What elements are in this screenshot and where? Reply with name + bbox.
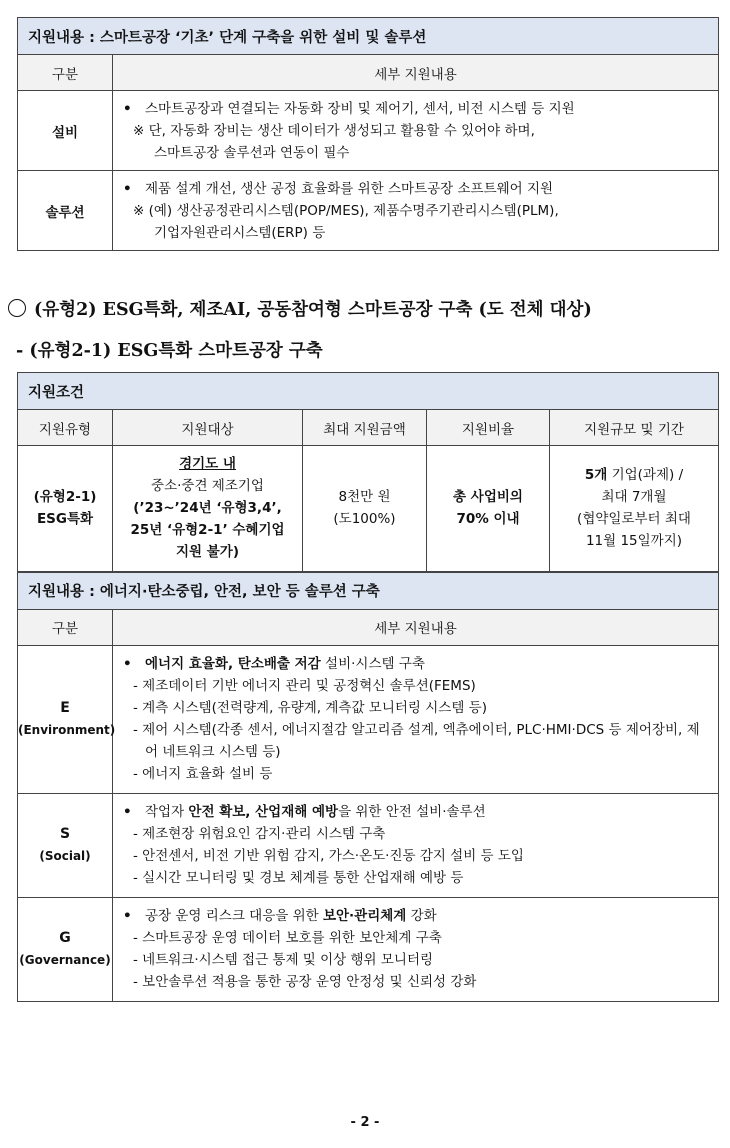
list-item: - 제조현장 위험요인 감지·관리 시스템 구축 — [133, 826, 386, 842]
note-text: ※ (예) 생산공정관리시스템(POP/MES), 제품수명주기관리시스템(PLM), — [133, 202, 559, 219]
bullet-icon: • — [123, 804, 132, 820]
header-scale: 지원규모 및 기간 — [550, 410, 719, 446]
content-col-detail: 세부 지원내용 — [113, 609, 719, 645]
list-item: - 네트워크·시스템 접근 통제 및 이상 행위 모니터링 — [133, 952, 434, 968]
page-number: - 2 - — [350, 1115, 380, 1130]
header-amount: 최대 지원금액 — [303, 410, 427, 446]
label-social: S (Social) — [18, 793, 113, 897]
list-item: - 스마트공장 운영 데이터 보호를 위한 보안체계 구축 — [133, 930, 442, 946]
bullet-icon: • — [123, 656, 132, 672]
header-type: 지원유형 — [18, 410, 113, 446]
table1-col-detail: 세부 지원내용 — [113, 55, 719, 91]
list-item: - 계측 시스템(전력량계, 유량계, 계측값 모니터링 시스템 등) — [133, 700, 487, 716]
bullet-icon: • — [123, 908, 132, 924]
list-item: - 제어 시스템(각종 센서, 에너지절감 알고리즘 설계, 엑츄에이터, PLC·HMI·DCS 등 제어장비, 제어 네트워크 시스템 등) — [133, 722, 700, 760]
note-text: ※ 단, 자동화 장비는 생산 데이터가 생성되고 활용할 수 있어야 하며, — [133, 122, 535, 139]
row-detail-equipment: • 스마트공장과 연결되는 자동화 장비 및 제어기, 센서, 비전 시스템 등 지원 ※ 단, 자동화 장비는 생산 데이터가 생성되고 활용할 수 있어야 하며, 스마트공장 솔루션과 연동이 필수 — [113, 91, 719, 171]
content-title: 지원내용 : 에너지·탄소중립, 안전, 보안 등 솔루션 구축 — [18, 572, 719, 610]
note-continuation: 스마트공장 솔루션과 연동이 필수 — [154, 144, 350, 161]
content-col-category: 구분 — [18, 609, 113, 645]
support-target: 경기도 내 중소·중견 제조기업 (’23~’24년 ‘유형3,4’, 25년 ‘유형2-1’ 수혜기업 지원 불가) — [113, 446, 303, 572]
max-amount: 8천만 원 (도100%) — [303, 446, 427, 572]
basic-stage-table — [17, 17, 719, 251]
list-item: - 제조데이터 기반 에너지 관리 및 공정혁신 솔루션(FEMS) — [133, 678, 476, 694]
table1-title: 지원내용 : 스마트공장 ‘기초’ 단계 구축을 위한 설비 및 솔루션 — [18, 18, 719, 55]
list-item: - 에너지 효율화 설비 등 — [133, 766, 273, 782]
esg-table — [17, 372, 719, 1002]
detail-environment: • 에너지 효율화, 탄소배출 저감 설비·시스템 구축 - 제조데이터 기반 에너지 관리 및 공정혁신 솔루션(FEMS) - 계측 시스템(전력량계, 유량계, 계측값 모니터링 시스템 등) - 제어 시스템(각종 센서, 에너지절감 알고리즘 설계, 엑츄에이터, PLC·HMI·DCS 등 제어장비, 제어 네트워크 시스템 등) - 에너지 효율화 설비 등 — [113, 645, 719, 793]
section-subheading: - (유형2-1) ESG특화 스마트공장 구축 — [16, 341, 323, 361]
note-continuation: 기업자원관리시스템(ERP) 등 — [154, 224, 326, 241]
circle-bullet-icon — [8, 299, 26, 317]
header-ratio: 지원비율 — [427, 410, 550, 446]
row-label-equipment: 설비 — [18, 91, 113, 171]
detail-governance: • 공장 운영 리스크 대응을 위한 보안·관리체계 강화 - 스마트공장 운영 데이터 보호를 위한 보안체계 구축 - 네트워크·시스템 접근 통제 및 이상 행위 모니터링 - 보안솔루션 적용을 통한 공장 운영 안정성 및 신뢰성 강화 — [113, 897, 719, 1001]
section-heading: (유형2) ESG특화, 제조AI, 공동참여형 스마트공장 구축 (도 전체 대상) — [8, 296, 592, 321]
label-governance: G (Governance) — [18, 897, 113, 1001]
table1-col-category: 구분 — [18, 55, 113, 91]
support-scale: 5개 기업(과제) / 최대 7개월 (협약일로부터 최대 11월 15일까지) — [550, 446, 719, 572]
conditions-title: 지원조건 — [18, 373, 719, 410]
list-item: - 보안솔루션 적용을 통한 공장 운영 안정성 및 신뢰성 강화 — [133, 974, 477, 990]
detail-social: • 작업자 안전 확보, 산업재해 예방을 위한 안전 설비·솔루션 - 제조현장 위험요인 감지·관리 시스템 구축 - 안전센서, 비전 기반 위험 감지, 가스·온도·진동 감지 설비 등 도입 - 실시간 모니터링 및 경보 체계를 통한 산업재해 예방 등 — [113, 793, 719, 897]
row-label-solution: 솔루션 — [18, 171, 113, 251]
label-environment: E (Environment) — [18, 645, 113, 793]
support-type: (유형2-1) ESG특화 — [18, 446, 113, 572]
bullet-icon: • — [123, 180, 132, 197]
bullet-icon: • — [123, 100, 132, 117]
list-item: - 안전센서, 비전 기반 위험 감지, 가스·온도·진동 감지 설비 등 도입 — [133, 848, 524, 864]
list-item: - 실시간 모니터링 및 경보 체계를 통한 산업재해 예방 등 — [133, 870, 464, 886]
row-detail-solution: • 제품 설계 개선, 생산 공정 효율화를 위한 스마트공장 소프트웨어 지원 ※ (예) 생산공정관리시스템(POP/MES), 제품수명주기관리시스템(PLM), 기업자원관리시스템(ERP) 등 — [113, 171, 719, 251]
header-target: 지원대상 — [113, 410, 303, 446]
support-ratio: 총 사업비의 70% 이내 — [427, 446, 550, 572]
